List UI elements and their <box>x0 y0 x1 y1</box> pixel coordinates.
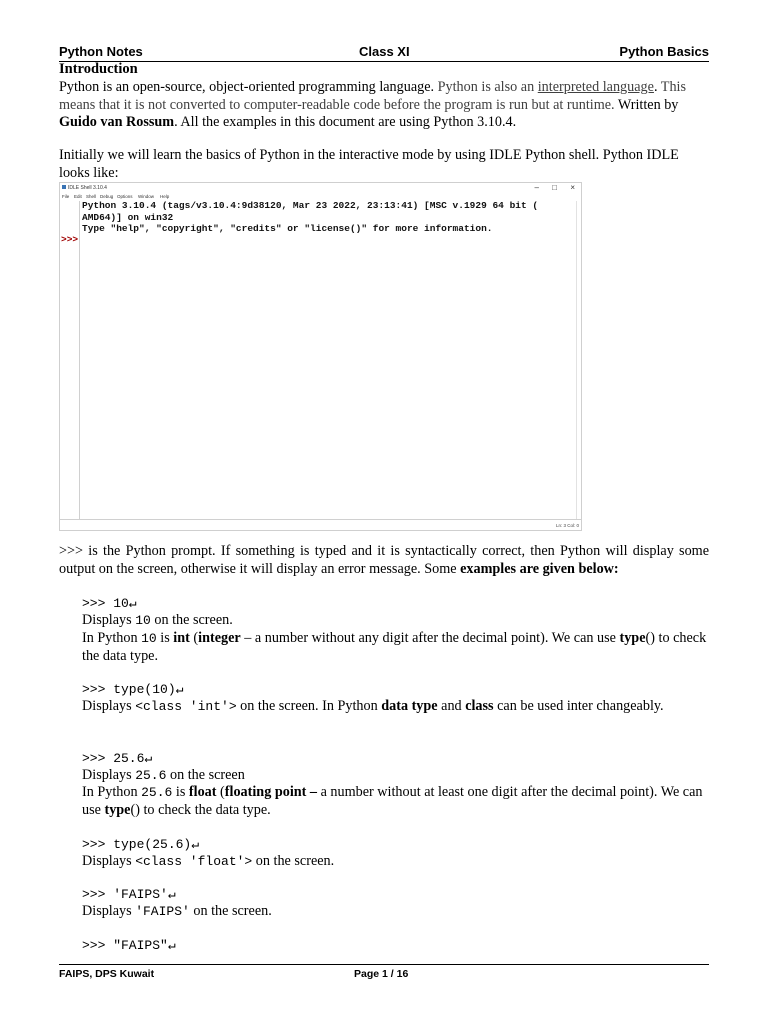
maximize-icon[interactable]: □ <box>552 183 557 192</box>
example-1-command: >>> 10↵ <box>82 596 137 611</box>
example-3-command: >>> 25.6↵ <box>82 751 153 766</box>
text: on the screen. <box>189 903 272 919</box>
example-3-line-2 <box>82 784 709 819</box>
idle-line: Python 3.10.4 (tags/v3.10.4:9d38120, Mar 23 2022, 23:13:41) [MSC v.1929 64 bit ( <box>82 200 539 211</box>
interpreted-language-link[interactable]: interpreted language <box>537 79 654 95</box>
intro-text-b: Python is also an <box>434 79 538 95</box>
example-4-command: >>> type(25.6)↵ <box>82 837 200 852</box>
minimize-icon[interactable]: – <box>534 183 539 192</box>
example-6-command: >>> "FAIPS"↵ <box>82 938 176 953</box>
idle-line: Type "help", "copyright", "credits" or "license()" for more information. <box>82 223 493 234</box>
idle-title-bar <box>60 183 581 193</box>
example-4-text <box>82 853 709 871</box>
text: is <box>156 630 174 646</box>
term: int <box>173 630 190 646</box>
example-3-line-1 <box>82 767 709 785</box>
term: float <box>188 784 217 800</box>
author-name: Guido van Rossum <box>59 114 175 130</box>
code: 10 <box>135 613 151 628</box>
intro-paragraph <box>59 79 709 132</box>
text: can be used inter changeably. <box>493 698 664 714</box>
text: Displays <box>82 767 136 783</box>
code: 25.6 <box>135 768 167 783</box>
text: Displays <box>82 698 136 714</box>
intro-text-d: This means that it is not converted to computer-readable code before the program is run but at runtime. <box>59 79 687 113</box>
example-5-command: >>> 'FAIPS'↵ <box>82 887 176 902</box>
term: floating point – <box>224 784 318 800</box>
intro-text-e: Written by <box>617 96 679 113</box>
header-left: Python Notes <box>59 44 143 59</box>
code: <class 'float'> <box>135 854 253 869</box>
idle-menu-bar <box>60 193 581 200</box>
idle-prompt: >>> <box>61 234 79 245</box>
prompt-text: >>> is the Python prompt. If something is typed and it is syntactically correct, then Python will display some output on the screen, otherwise it will display an error message. Some <box>59 543 709 577</box>
idle-shell-window <box>59 182 582 531</box>
term: type <box>104 801 131 818</box>
menu-debug[interactable]: Debug <box>100 194 114 199</box>
examples-label: examples are given below: <box>460 560 619 577</box>
code: 10 <box>141 631 157 646</box>
idle-title: IDLE Shell 3.10.4 <box>68 185 107 191</box>
text: on the screen <box>166 767 245 783</box>
text: () to check the data type. <box>130 801 271 818</box>
section-heading: Introduction <box>59 61 138 77</box>
example-1-line-2 <box>82 630 709 665</box>
menu-shell[interactable]: Shell <box>86 194 97 199</box>
text: on the screen. <box>150 612 233 628</box>
example-2-command: >>> type(10)↵ <box>82 682 184 697</box>
header-right: Python Basics <box>619 44 709 59</box>
text: () to check the data type. <box>82 630 707 664</box>
intro-text-f: . All the examples in this document are using Python 3.10.4. <box>174 114 517 130</box>
text: is <box>172 784 189 800</box>
text: In Python <box>82 630 142 646</box>
page-number: Page 1 / 16 <box>354 968 409 980</box>
python-logo-icon <box>62 185 66 189</box>
page-header <box>59 44 709 60</box>
term: data type <box>381 698 438 714</box>
text: In Python <box>82 784 142 800</box>
text: Displays <box>82 853 136 869</box>
term: class <box>465 698 494 714</box>
idle-line: AMD64)] on win32 <box>82 211 174 223</box>
example-5-text <box>82 903 709 921</box>
text: – a number without any digit after the decimal point). We can use <box>240 630 620 646</box>
menu-options[interactable]: Options <box>117 194 133 199</box>
text: ( <box>216 784 225 800</box>
vertical-scrollbar[interactable] <box>576 201 581 519</box>
cursor-position: Ln: 3 Col: 0 <box>555 523 579 528</box>
text: on the screen. In Python <box>236 698 382 714</box>
code: 25.6 <box>141 785 173 800</box>
code: <class 'int'> <box>135 699 237 714</box>
term: integer <box>198 630 241 646</box>
menu-window[interactable]: Window <box>138 194 155 199</box>
intro-text-c: . <box>653 79 658 95</box>
text: Displays <box>82 903 136 919</box>
example-2-text <box>82 698 709 716</box>
text: ( <box>189 630 199 646</box>
text: on the screen. <box>252 853 335 869</box>
idle-output[interactable] <box>82 200 538 235</box>
example-1-line-1 <box>82 612 709 630</box>
text: Displays <box>82 612 136 628</box>
text: a number without at least one digit after the decimal point). We can use <box>82 784 703 818</box>
prompt-gutter <box>60 201 80 519</box>
header-center: Class XI <box>359 44 410 59</box>
footer-rule <box>59 964 709 965</box>
idle-intro-paragraph: Initially we will learn the basics of Python in the interactive mode by using IDLE Python shell. Python IDLE looks like: <box>59 147 679 181</box>
term: type <box>619 630 646 646</box>
menu-edit[interactable]: Edit <box>74 194 82 199</box>
page-footer <box>59 968 709 984</box>
code: 'FAIPS' <box>135 904 190 919</box>
footer-left: FAIPS, DPS Kuwait <box>59 968 155 980</box>
text: and <box>437 698 466 714</box>
menu-file[interactable]: File <box>62 194 70 199</box>
close-icon[interactable]: × <box>570 183 575 192</box>
prompt-paragraph <box>59 543 709 578</box>
menu-help[interactable]: Help <box>160 194 170 199</box>
idle-status-bar <box>60 519 581 530</box>
intro-text-a: Python is an open-source, object-oriented programming language. <box>59 79 435 95</box>
